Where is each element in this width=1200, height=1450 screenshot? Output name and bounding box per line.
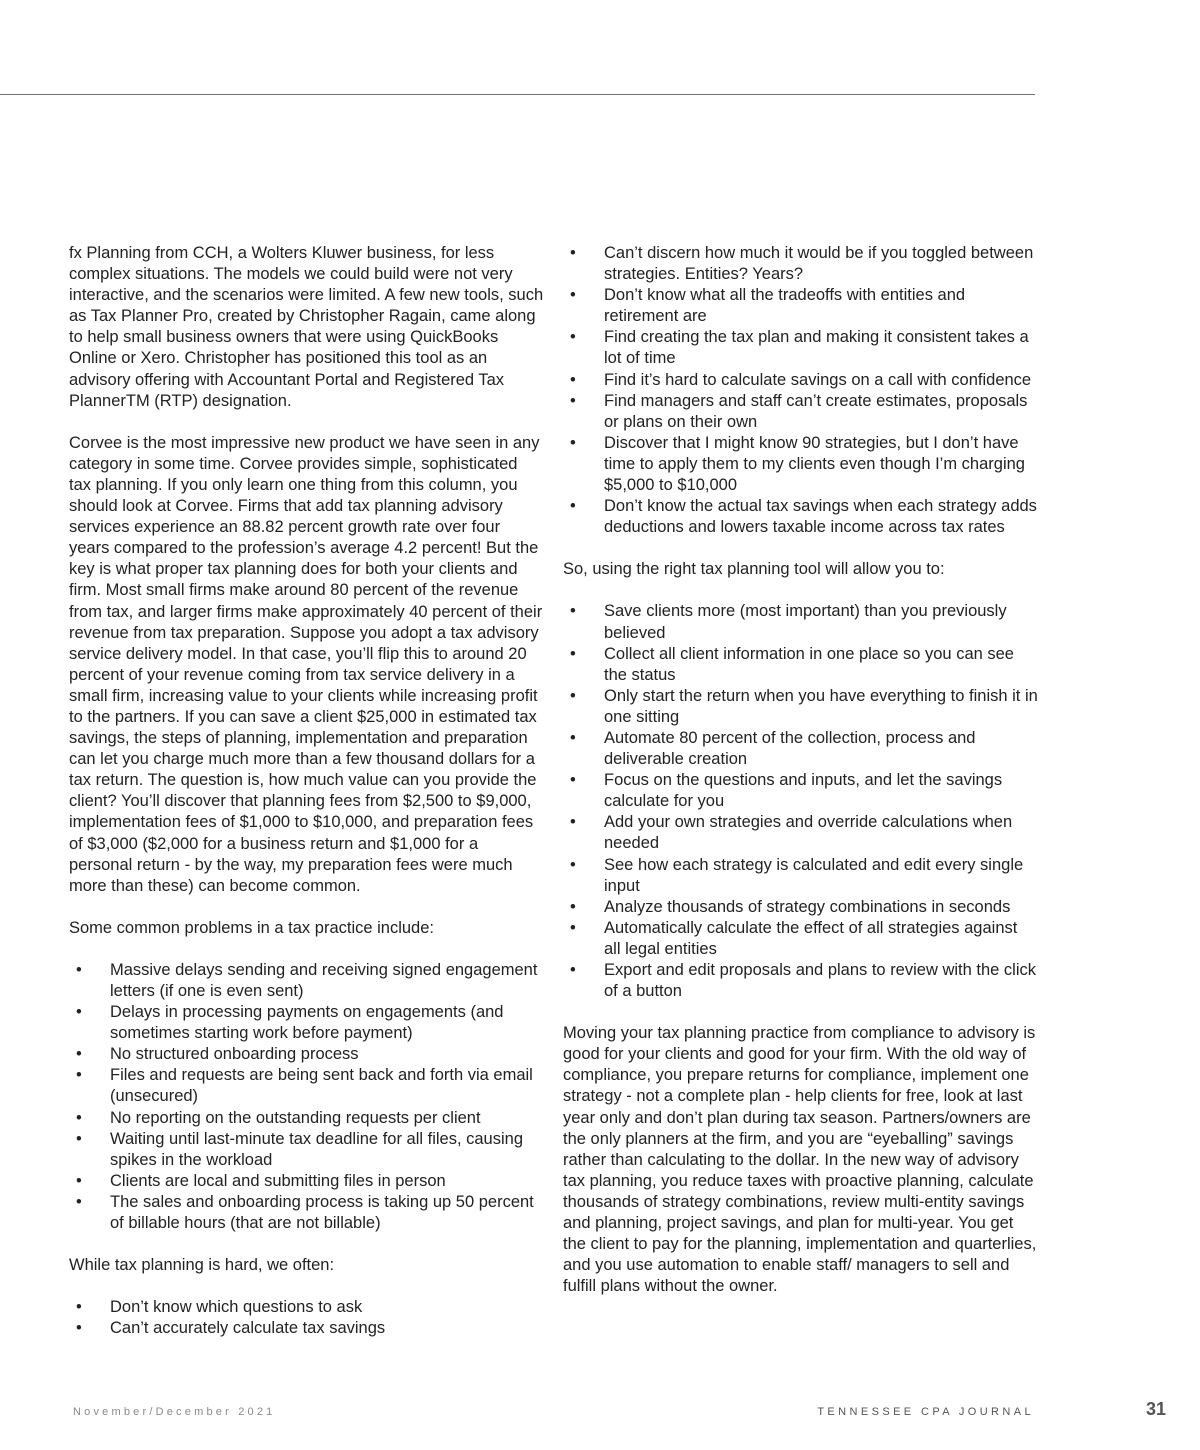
- bullet-icon: •: [76, 1319, 82, 1338]
- bullet-icon: •: [570, 728, 576, 747]
- bullet-icon: •: [570, 497, 576, 516]
- bullet-icon: •: [570, 370, 576, 389]
- list-item: • The sales and onboarding process is taking up 50 percent of billable hours (that are not billable): [76, 1192, 534, 1233]
- header-rule: [0, 94, 1035, 95]
- list-item: • No reporting on the outstanding requests per client: [69, 1108, 544, 1129]
- list-item: • Only start the return when you have everything to finish it in one sitting: [570, 686, 1038, 726]
- bullet-icon: •: [570, 433, 576, 452]
- bullet-icon: •: [570, 286, 576, 305]
- list-item: • Can’t accurately calculate tax savings: [69, 1318, 544, 1339]
- bullet-icon: •: [570, 644, 576, 663]
- closing-paragraph: Moving your tax planning practice from compliance to advisory is good for your clients and good for your firm. With the old way of compliance, you prepare returns for compliance, implement one strategy - not a complete plan - help clients for free, look at last year only and don’t plan during tax season. Partners/owners are the only planners at the firm, and you are “eyeballing” savings rather than calculating to the dollar. In the new way of advisory tax planning, you reduce taxes with proactive planning, calculate thousands of strategy combinations, review multi-entity savings and planning, project savings, and plan for multi-year. You get the client to pay for the planning, implementation and quarterlies, and you use automation to enable staff/ managers to sell and fulfill plans without the owner.: [563, 1024, 1037, 1296]
- list-item: • Discover that I might know 90 strategies, but I don’t have time to apply them to my clients even though I’m charging $5,000 to $10,000: [570, 433, 1025, 495]
- list-item: • Can’t discern how much it would be if you toggled between strategies. Entities? Years?: [570, 244, 1034, 284]
- list-item: • Find it’s hard to calculate savings on a call with confidence: [563, 370, 1038, 391]
- list-item: • Export and edit proposals and plans to review with the click of a button: [570, 961, 1036, 1001]
- problems-list: [69, 960, 544, 1234]
- issue-date: November/December 2021: [73, 1406, 276, 1418]
- planning-intro: While tax planning is hard, we often:: [69, 1256, 335, 1275]
- list-item: • Collect all client information in one place so you can see the status: [570, 644, 1014, 684]
- planning-problems-list-continued: [563, 243, 1038, 538]
- list-item: • Don’t know which questions to ask: [69, 1297, 544, 1318]
- bullet-icon: •: [76, 1066, 82, 1085]
- list-item: • Clients are local and submitting files in person: [69, 1171, 544, 1192]
- bullet-icon: •: [76, 1192, 82, 1211]
- tool-benefits-intro: So, using the right tax planning tool will allow you to:: [563, 560, 945, 579]
- right-column: [563, 243, 1038, 1318]
- list-item: • Add your own strategies and override calculations when needed: [570, 813, 1013, 853]
- bullet-icon: •: [76, 1129, 82, 1148]
- publication-name: TENNESSEE CPA JOURNAL: [817, 1406, 1034, 1418]
- problems-intro: Some common problems in a tax practice include:: [69, 918, 434, 937]
- list-item: • See how each strategy is calculated and edit every single input: [570, 855, 1024, 895]
- bullet-icon: •: [76, 1298, 82, 1317]
- bullet-icon: •: [570, 918, 576, 937]
- bullet-icon: •: [76, 1108, 82, 1127]
- list-item: • Save clients more (most important) than you previously believed: [570, 602, 1007, 642]
- list-item: • Automatically calculate the effect of all strategies against all legal entities: [570, 918, 1018, 958]
- bullet-icon: •: [570, 897, 576, 916]
- bullet-icon: •: [570, 855, 576, 874]
- bullet-icon: •: [570, 328, 576, 347]
- list-item: • Don’t know what all the tradeoffs with entities and retirement are: [570, 286, 966, 326]
- bullet-icon: •: [570, 961, 576, 979]
- page-number: 31: [1146, 1399, 1167, 1419]
- bullet-icon: •: [76, 1171, 82, 1190]
- bullet-icon: •: [76, 960, 82, 979]
- planning-problems-list: [69, 1297, 544, 1339]
- bullet-icon: •: [570, 244, 576, 262]
- bullet-icon: •: [76, 1003, 82, 1022]
- bullet-icon: •: [570, 391, 576, 410]
- bullet-icon: •: [570, 771, 576, 790]
- bullet-icon: •: [570, 602, 576, 621]
- bullet-icon: •: [76, 1045, 82, 1064]
- list-item: • Analyze thousands of strategy combinations in seconds: [563, 897, 1038, 918]
- paragraph-corvee: Corvee is the most impressive new product we have seen in any category in some time. Corvee provides simple, sophisticated tax planning. If you only learn one thing from this column, you should look at Corvee. Firms that add tax planning advisory services experience an 88.82 percent growth rate over four years compared to the profession’s average 4.2 percent! But the key is what proper tax planning does for both your clients and firm. Most small firms make around 80 percent of the revenue from tax, and larger firms make approximately 40 percent of their revenue from tax preparation. Suppose you adopt a tax advisory service delivery model. In that case, you’ll flip this to around 20 percent of your revenue coming from tax service delivery in a small firm, increasing value to your clients while increasing profit to the partners. If you can save a client $25,000 in estimated tax savings, the steps of planning, implementation and preparation can let you charge much more than a few thousand dollars for a tax return. The question is, how much value can you provide the client? You’ll discover that planning fees from $2,500 to $9,000, implementation fees of $1,000 to $10,000, and preparation fees of $3,000 ($2,000 for a business return and $1,000 for a personal return - by the way, my preparation fees were much more than these) can become common.: [69, 433, 543, 895]
- left-column: [69, 243, 544, 1360]
- tool-benefits-list: [563, 601, 1038, 1002]
- list-item: • Focus on the questions and inputs, and let the savings calculate for you: [570, 771, 1003, 811]
- paragraph-tools-overview: fx Planning from CCH, a Wolters Kluwer business, for less complex situations. The models we could build were not very interactive, and the scenarios were limited. A few new tools, such as Tax Planner Pro, created by Christopher Ragain, came along to help small business owners that were using QuickBooks Online or Xero. Christopher has positioned this tool as an advisory offering with Accountant Portal and Registered Tax PlannerTM (RTP) designation.: [69, 244, 544, 410]
- list-item: • Delays in processing payments on engagements (and sometimes starting work before payment): [76, 1003, 504, 1043]
- bullet-icon: •: [570, 686, 576, 705]
- list-item: • Files and requests are being sent back and forth via email (unsecured): [76, 1066, 533, 1106]
- list-item: • Don’t know the actual tax savings when each strategy adds deductions and lowers taxable income across tax rates: [570, 497, 1037, 537]
- list-item: • Automate 80 percent of the collection, process and deliverable creation: [570, 728, 976, 769]
- list-item: • No structured onboarding process: [69, 1044, 544, 1065]
- list-item: • Waiting until last-minute tax deadline for all files, causing spikes in the workload: [76, 1129, 524, 1169]
- list-item: • Find managers and staff can’t create estimates, proposals or plans on their own: [570, 391, 1028, 431]
- list-item: • Massive delays sending and receiving signed engagement letters (if one is even sent): [76, 960, 538, 1000]
- list-item: • Find creating the tax plan and making it consistent takes a lot of time: [570, 328, 1029, 368]
- bullet-icon: •: [570, 813, 576, 832]
